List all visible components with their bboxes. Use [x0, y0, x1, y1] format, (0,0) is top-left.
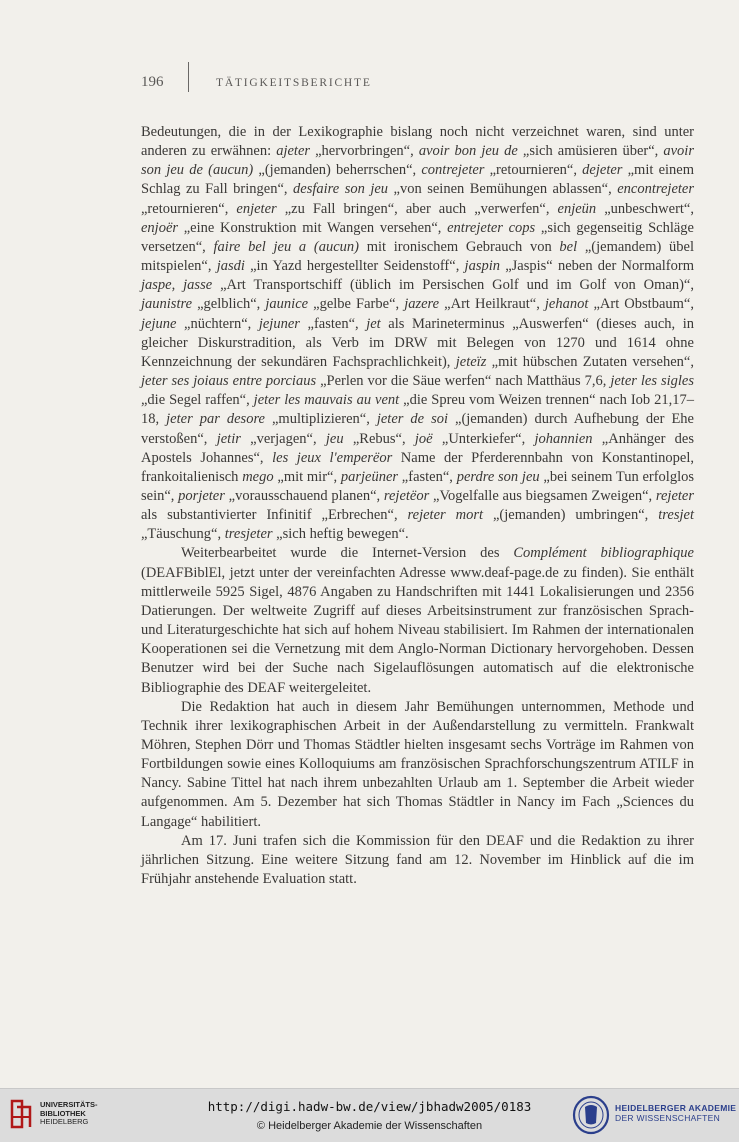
text-run: „Täuschung“,: [141, 526, 225, 543]
lexeme-term: faire bel jeu a (aucun): [213, 238, 359, 255]
academy-seal-icon[interactable]: [572, 1095, 610, 1135]
text-run: „nüchtern“,: [176, 315, 259, 332]
text-run: „Vogelfalle aus biegsamen Zweigen“,: [429, 487, 656, 504]
text-run: „fasten“,: [299, 315, 367, 332]
page-number: 196: [141, 74, 164, 90]
paragraph: [141, 832, 694, 889]
lexeme-term: rejeter mort: [407, 507, 484, 524]
text-run: „die Segel raffen“,: [141, 392, 254, 409]
lexeme-term: tresjet: [658, 507, 694, 524]
text-run: mit ironischem Gebrauch von: [358, 238, 560, 255]
text-run: „sich heftig bewegen“.: [272, 526, 409, 543]
text-run: „sich gegenseitig Schläge versetzen“,: [141, 219, 694, 255]
text-run: „retournieren“,: [141, 200, 237, 217]
text-run: „zu Fall bringen“, aber auch „verwerfen“,: [276, 200, 558, 217]
lexeme-term: jeter de soi: [376, 411, 449, 428]
text-run: als substantivierter Infinitif „Erbrechen“,: [141, 507, 408, 524]
lexeme-term: jaunistre: [141, 296, 193, 313]
lexeme-term: jehanot: [544, 296, 589, 313]
library-line: HEIDELBERG: [40, 1117, 89, 1127]
lexeme-term: rejetëor: [383, 487, 430, 504]
lexeme-term: encontrejeter: [617, 181, 694, 198]
running-title: TÄTIGKEITSBERICHTE: [216, 77, 372, 89]
permalink-url[interactable]: http://digi.hadw-bw.de/view/jbhadw2005/0183: [207, 1099, 532, 1114]
lexeme-term: rejeter: [655, 487, 694, 504]
text-run: Weiterbearbeitet wurde die Internet-Version des: [181, 545, 514, 562]
viewer-footer: [0, 1088, 739, 1142]
lexeme-term: porjeter: [178, 487, 225, 504]
text-run: Am 17. Juni trafen sich die Kommission für den DEAF und die Redaktion zu ihrer jährlichen Sitzung. Eine weitere Sitzung fand am 12. November im Hinblick auf die im Frühjahr anstehende Evaluation statt.: [141, 832, 694, 888]
text-run: „Anhänger des Apostels Johannes“,: [141, 430, 695, 466]
lexeme-term: jeter les sigles: [610, 373, 694, 390]
text-run: „mit mir“,: [273, 468, 341, 485]
paragraph: [141, 544, 694, 697]
lexeme-term: jaunice: [265, 296, 309, 313]
text-run: „von seinen Bemühungen ablassen“,: [388, 181, 618, 198]
lexeme-term: ajeter: [276, 143, 311, 160]
text-run: „hervorbringen“,: [310, 143, 419, 160]
text-run: als Marineterminus „Auswerfen“ (dieses auch, in gleicher Diskurstradition, als Verb im DRW mit Belegen von 1270 und 1614 ohne Kennzeichnung der sekundären Fachsprachlichkeit),: [141, 315, 694, 370]
text-run: Name der Pferderennbahn von Konstantinopel, frankoitalienisch: [141, 449, 695, 485]
lexeme-term: enjeün: [557, 200, 597, 217]
header-divider: [188, 62, 189, 92]
text-run: „(jemandem) übel mitspielen“,: [141, 238, 694, 275]
text-run: „Art Heilkraut“,: [439, 296, 545, 313]
academy-line: DER WISSENSCHAFTEN: [615, 1113, 721, 1123]
text-run: „verjagen“,: [240, 430, 326, 447]
text-run: „Jaspis“ neben der Normalform: [500, 258, 694, 275]
text-run: „bei seinem Tun erfolglos sein“,: [141, 468, 695, 504]
lexeme-term: tresjeter: [224, 526, 273, 543]
lexeme-term: avoir son jeu de (aucun): [141, 143, 694, 179]
text-run: (DEAFBiblEl, jetzt unter der vereinfachten Adresse www.deaf-page.de zu finden). Sie enthält mittlerweile 5925 Sigel, 4876 Angaben zu Handschriften mit 1441 Lokalisierungen und 2356 Datierungen. Der weltweite Zugriff auf dieses Arbeitsinstrument zur französischen Sprach- und Literaturgeschichte hat sich auf hohem Niveau stabilisiert. Im Rahmen der internationalen Kooperationen sei die Vernetzung mit dem Anglo-Norman Dictionary hervorgehoben. Dessen Benutzer wird bei der Suche nach Sigelauflösungen automatisch auf die elektronische Bibliographie des DEAF weitergeleitet.: [141, 564, 694, 696]
lexeme-term: jejune: [141, 315, 177, 332]
text-run: „sich amüsieren über“,: [517, 143, 664, 160]
lexeme-term: jazere: [404, 296, 440, 313]
lexeme-term: jeter par desore: [166, 411, 265, 428]
text-run: „die Spreu vom Weizen trennen“ nach Iob 21,17–18,: [141, 392, 694, 428]
lexeme-term: jaspe, jasse: [141, 277, 213, 294]
lexeme-term: Complément bibliographique: [513, 545, 694, 562]
text-run: „eine Konstruktion mit Wangen versehen“,: [178, 219, 448, 236]
lexeme-term: joë: [414, 430, 433, 447]
lexeme-term: jejuner: [258, 315, 300, 332]
academy-name[interactable]: [615, 1103, 736, 1123]
text-run: „mit hübschen Zutaten versehen“,: [486, 353, 694, 370]
paragraph: [141, 698, 694, 832]
text-run: „Art Obstbaum“,: [588, 296, 694, 313]
text-run: „mit einem Schlag zu Fall bringen“,: [141, 162, 695, 198]
text-run: „gelblich“,: [192, 296, 266, 313]
lexeme-term: jeu: [325, 430, 344, 447]
text-run: „gelbe Farbe“,: [308, 296, 405, 313]
text-run: Bedeutungen, die in der Lexikographie bislang noch nicht verzeichnet waren, sind unter anderen zu erwähnen:: [141, 124, 694, 160]
lexeme-term: jet: [366, 315, 381, 332]
lexeme-term: parjeüner: [340, 468, 399, 485]
lexeme-term: jeter les mauvais au vent: [253, 392, 400, 409]
text-run: Die Redaktion hat auch in diesem Jahr Bemühungen unternommen, Methode und Technik ihrer lexikographischen Arbeit in der Außendarstellung zu vermitteln. Frankwalt Möhren, Stephen Dörr und Thomas Städtler hielten insgesamt sechs Vorträge im Rahmen von Fortbildungen sowie eines Kolloquiums am französischen Sprachforschungszentrum ATILF in Nancy. Sabine Tittel hat nach ihrem unbezahlten Urlaub am 1. September die Arbeit wieder aufgenommen. Am 5. Dezember hat sich Thomas Städtler in Nancy im Fach „Sciences du Langage“ habilitiert.: [141, 698, 694, 830]
text-run: „in Yazd hergestellter Seidenstoff“,: [244, 258, 465, 275]
lexeme-term: johannien: [534, 430, 593, 447]
lexeme-term: entrejeter cops: [447, 219, 536, 236]
lexeme-term: les jeux l'emperëor: [272, 449, 393, 466]
library-line: UNIVERSITÄTS-: [40, 1100, 98, 1109]
text-run: „multiplizieren“,: [264, 411, 377, 428]
library-line: BIBLIOTHEK: [40, 1108, 86, 1118]
lexeme-term: mego: [242, 468, 274, 485]
text-run: „vorausschauend planen“,: [224, 487, 384, 504]
text-run: „(jemanden) beherrschen“,: [253, 162, 422, 179]
text-run: „Rebus“,: [343, 430, 415, 447]
text-run: „Perlen vor die Säue werfen“ nach Matthäus 7,6,: [316, 373, 611, 390]
text-run: „unbeschwert“,: [596, 200, 694, 217]
lexeme-term: contrejeter: [421, 162, 485, 179]
lexeme-term: enjoër: [141, 219, 179, 236]
lexeme-term: jetir: [216, 430, 241, 447]
academy-line: HEIDELBERGER AKADEMIE: [615, 1103, 737, 1113]
lexeme-term: dejeter: [582, 162, 623, 179]
lexeme-term: enjeter: [236, 200, 277, 217]
lexeme-term: jeteïz: [455, 353, 487, 370]
paragraph: [141, 123, 694, 544]
text-run: „Unterkiefer“,: [432, 430, 535, 447]
text-run: „(jemanden) durch Aufhebung der Ehe verstoßen“,: [141, 411, 694, 447]
lexeme-term: perdre son jeu: [456, 468, 540, 485]
copyright-notice: © Heidelberger Akademie der Wissenschaften: [256, 1120, 483, 1132]
text-run: „retournieren“,: [484, 162, 583, 179]
lexeme-term: bel: [559, 238, 578, 255]
text-run: „fasten“,: [398, 468, 457, 485]
lexeme-term: jeter ses joiaus entre porciaus: [141, 373, 317, 390]
lexeme-term: desfaire son jeu: [293, 181, 389, 198]
lexeme-term: jaspin: [464, 258, 500, 275]
lexeme-term: avoir bon jeu de: [418, 143, 518, 160]
text-run: „Art Transportschiff (üblich im Persischen Golf und im Golf von Oman)“,: [212, 277, 694, 294]
lexeme-term: jasdi: [216, 258, 245, 275]
text-run: „(jemanden) umbringen“,: [483, 507, 659, 524]
body-text: [141, 123, 694, 889]
